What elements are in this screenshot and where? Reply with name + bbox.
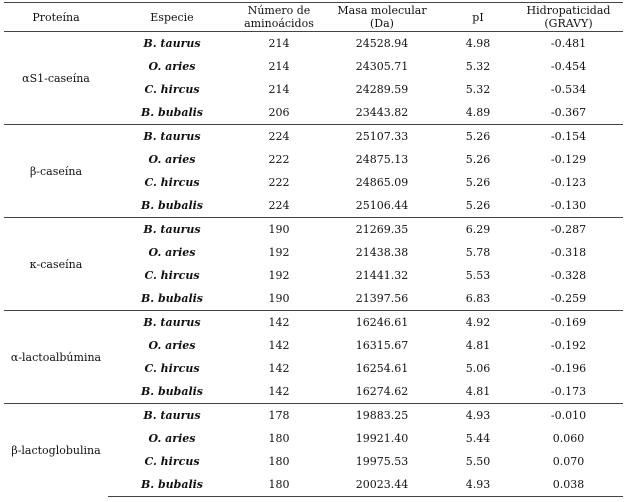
molecular-mass-cell: 21438.38 [355, 246, 409, 259]
amino-acid-count-cell: 192 [268, 246, 290, 259]
species-cell: B. taurus [108, 125, 236, 149]
gravy-cell: -0.367 [550, 106, 587, 119]
isoelectric-point-cell: 5.50 [465, 455, 491, 468]
amino-acid-count-cell: 214 [268, 60, 290, 73]
gravy-cell: -0.328 [550, 269, 587, 282]
isoelectric-point-cell: 4.81 [465, 385, 491, 398]
header-amino-acids: Número de aminoácidos [236, 3, 322, 32]
molecular-mass-cell: 19921.40 [355, 432, 409, 445]
species-cell: B. taurus [108, 218, 236, 242]
gravy-cell: -0.123 [550, 176, 587, 189]
molecular-mass-cell: 23443.82 [355, 106, 409, 119]
molecular-mass-cell: 16246.61 [322, 311, 442, 335]
header-row [4, 3, 623, 32]
amino-acid-count-cell: 190 [268, 292, 290, 305]
protein-name-cell: αS1-caseína [4, 32, 108, 125]
amino-acid-count-cell: 142 [236, 311, 322, 335]
amino-acid-count-cell: 142 [268, 385, 290, 398]
amino-acid-count-cell: 180 [236, 473, 322, 497]
gravy-cell: -0.534 [550, 83, 587, 96]
isoelectric-point-cell: 5.78 [465, 246, 491, 259]
isoelectric-point-cell: 4.93 [442, 473, 514, 497]
protein-name-cell: β-lactoglobulina [4, 404, 108, 497]
gravy-cell: -0.318 [550, 246, 587, 259]
amino-acid-count-cell: 222 [268, 176, 290, 189]
gravy-cell: -0.154 [514, 125, 623, 149]
isoelectric-point-cell: 4.81 [465, 339, 491, 352]
species-cell: O. aries [148, 339, 196, 352]
molecular-mass-cell: 19975.53 [355, 455, 409, 468]
protein-name-cell: κ-caseína [4, 218, 108, 311]
gravy-cell: -0.196 [550, 362, 587, 375]
molecular-mass-cell: 24865.09 [355, 176, 409, 189]
isoelectric-point-cell: 5.26 [465, 153, 491, 166]
species-cell: B. taurus [108, 32, 236, 56]
amino-acid-count-cell: 214 [236, 32, 322, 56]
isoelectric-point-cell: 5.32 [465, 83, 491, 96]
isoelectric-point-cell: 5.26 [465, 199, 491, 212]
gravy-cell: -0.129 [550, 153, 587, 166]
isoelectric-point-cell: 4.89 [465, 106, 491, 119]
isoelectric-point-cell: 5.26 [442, 125, 514, 149]
isoelectric-point-cell: 6.83 [465, 292, 491, 305]
molecular-mass-cell: 20023.44 [322, 473, 442, 497]
gravy-cell: -0.010 [514, 404, 623, 428]
species-cell: B. bubalis [140, 385, 203, 398]
molecular-mass-cell: 24289.59 [355, 83, 409, 96]
molecular-mass-cell: 16254.61 [355, 362, 409, 375]
species-cell: B. bubalis [140, 106, 203, 119]
species-cell: B. bubalis [108, 473, 236, 497]
gravy-cell: -0.481 [514, 32, 623, 56]
molecular-mass-cell: 16315.67 [355, 339, 409, 352]
molecular-mass-cell: 19883.25 [322, 404, 442, 428]
species-cell: O. aries [148, 60, 196, 73]
isoelectric-point-cell: 6.29 [442, 218, 514, 242]
isoelectric-point-cell: 5.53 [465, 269, 491, 282]
amino-acid-count-cell: 142 [268, 339, 290, 352]
table-row [4, 218, 623, 242]
species-cell: B. taurus [108, 311, 236, 335]
species-cell: O. aries [148, 432, 196, 445]
gravy-cell: -0.287 [514, 218, 623, 242]
molecular-mass-cell: 24875.13 [355, 153, 409, 166]
molecular-mass-cell: 24305.71 [355, 60, 409, 73]
isoelectric-point-cell: 5.06 [465, 362, 491, 375]
molecular-mass-cell: 25107.33 [322, 125, 442, 149]
gravy-cell: -0.130 [550, 199, 587, 212]
molecular-mass-cell: 21441.32 [355, 269, 409, 282]
protein-name-cell: α-lactoalbúmina [4, 311, 108, 404]
protein-name-cell: β-caseína [4, 125, 108, 218]
species-cell: C. hircus [144, 362, 200, 375]
table-body [4, 32, 623, 497]
amino-acid-count-cell: 222 [268, 153, 290, 166]
species-cell: O. aries [148, 246, 196, 259]
gravy-cell: -0.259 [550, 292, 587, 305]
amino-acid-count-cell: 192 [268, 269, 290, 282]
molecular-mass-cell: 21397.56 [355, 292, 409, 305]
species-cell: C. hircus [144, 83, 200, 96]
molecular-mass-cell: 24528.94 [322, 32, 442, 56]
species-cell: C. hircus [144, 455, 200, 468]
species-cell: B. taurus [108, 404, 236, 428]
header-protein: Proteína [4, 3, 108, 32]
amino-acid-count-cell: 142 [268, 362, 290, 375]
header-molecular-mass: Masa molecular (Da) [322, 3, 442, 32]
gravy-cell: 0.070 [552, 455, 585, 468]
gravy-cell: -0.454 [550, 60, 587, 73]
isoelectric-point-cell: 4.93 [442, 404, 514, 428]
header-species: Especie [108, 3, 236, 32]
gravy-cell: -0.169 [514, 311, 623, 335]
gravy-cell: -0.173 [550, 385, 587, 398]
amino-acid-count-cell: 224 [268, 199, 290, 212]
species-cell: B. bubalis [140, 199, 203, 212]
amino-acid-count-cell: 206 [268, 106, 290, 119]
isoelectric-point-cell: 5.44 [465, 432, 491, 445]
amino-acid-count-cell: 224 [236, 125, 322, 149]
isoelectric-point-cell: 5.26 [465, 176, 491, 189]
amino-acid-count-cell: 180 [268, 432, 290, 445]
isoelectric-point-cell: 5.32 [465, 60, 491, 73]
molecular-mass-cell: 16274.62 [355, 385, 409, 398]
amino-acid-count-cell: 214 [268, 83, 290, 96]
table-row [4, 311, 623, 335]
species-cell: C. hircus [144, 176, 200, 189]
amino-acid-count-cell: 178 [236, 404, 322, 428]
species-cell: O. aries [148, 153, 196, 166]
isoelectric-point-cell: 4.98 [442, 32, 514, 56]
molecular-mass-cell: 21269.35 [322, 218, 442, 242]
species-cell: B. bubalis [140, 292, 203, 305]
gravy-cell: -0.192 [550, 339, 587, 352]
amino-acid-count-cell: 190 [236, 218, 322, 242]
isoelectric-point-cell: 4.92 [442, 311, 514, 335]
table-row [4, 404, 623, 428]
protein-properties-table [4, 2, 623, 497]
table-row [4, 125, 623, 149]
gravy-cell: 0.038 [514, 473, 623, 497]
species-cell: C. hircus [144, 269, 200, 282]
gravy-cell: 0.060 [552, 432, 585, 445]
table-row [4, 32, 623, 56]
amino-acid-count-cell: 180 [268, 455, 290, 468]
header-gravy: Hidropaticidad (GRAVY) [514, 3, 623, 32]
header-pi: pI [442, 3, 514, 32]
molecular-mass-cell: 25106.44 [355, 199, 409, 212]
